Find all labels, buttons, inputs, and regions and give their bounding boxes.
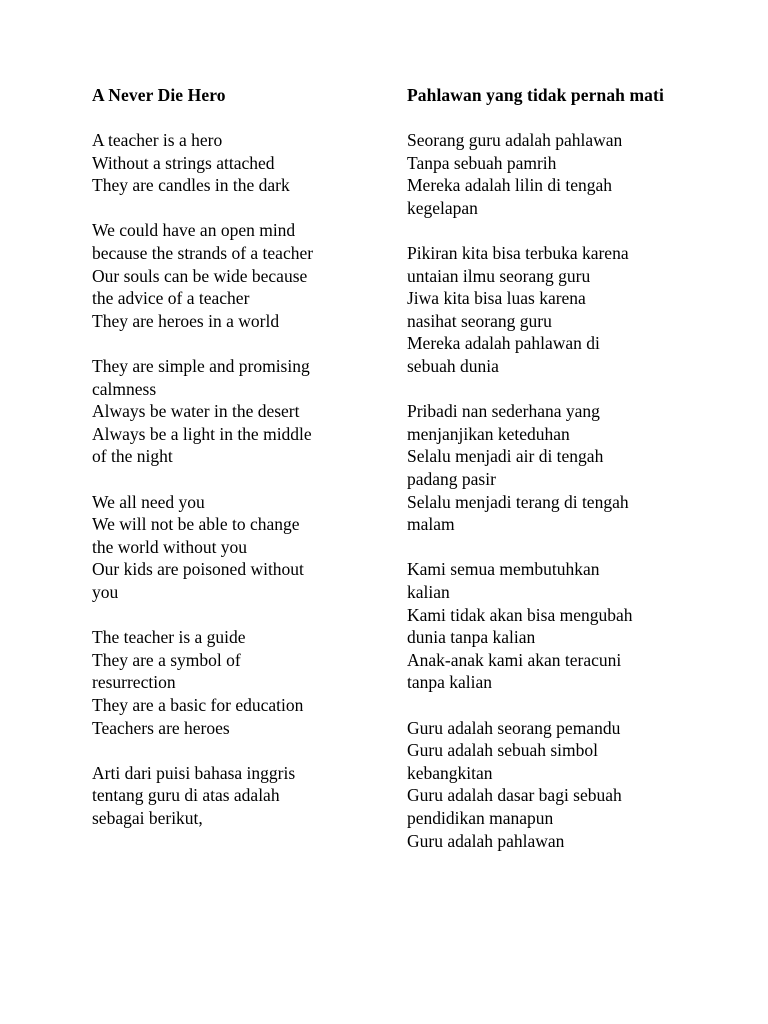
stanza-spacer [407, 378, 692, 401]
right-title-line-1: Pahlawan yang tidak pernah [407, 85, 626, 105]
poem-line: Teachers are heroes [92, 717, 230, 738]
poem-line: We will not be able to change [92, 514, 300, 535]
left-stanza-5 [92, 626, 389, 739]
poem-line: They are a symbol of [92, 649, 241, 670]
poem-line: Mereka adalah pahlawan di [407, 333, 600, 354]
poem-line: Pikiran kita bisa terbuka karena [407, 243, 629, 264]
poem-line: tentang guru di atas adalah [92, 785, 280, 806]
poem-line: Pribadi nan sederhana yang [407, 401, 600, 422]
poem-line: We could have an open mind [92, 220, 296, 241]
left-stanza-4 [92, 491, 389, 604]
poem-line: padang pasir [407, 469, 496, 489]
poem-line: Selalu menjadi air di tengah [407, 446, 604, 467]
left-poem-title [92, 84, 389, 107]
poem-line: untaian ilmu seorang guru [407, 265, 591, 286]
stanza-spacer [92, 739, 389, 762]
stanza-spacer [407, 219, 692, 242]
right-stanza-4 [407, 558, 692, 694]
poem-line: Guru adalah pahlawan [407, 830, 565, 851]
poem-line: Guru adalah seorang pemandu [407, 717, 621, 738]
stanza-spacer [92, 197, 389, 220]
poem-line: Always be a light in the middle [92, 423, 312, 444]
right-stanza-5 [407, 717, 692, 853]
poem-line: Mereka adalah lilin di tengah [407, 175, 613, 196]
poem-line: nasihat seorang guru [407, 310, 552, 331]
poem-line: the world without you [92, 536, 248, 557]
poem-line: Anak-anak kami akan teracuni [407, 649, 622, 670]
right-stanza-1 [407, 129, 692, 219]
poem-line: kegelapan [407, 197, 478, 218]
poem-line: Guru adalah dasar bagi sebuah [407, 785, 622, 806]
right-stanza-2 [407, 242, 692, 378]
right-stanza-3 [407, 400, 692, 536]
left-stanza-3 [92, 355, 389, 468]
poem-line: Tanpa sebuah pamrih [407, 152, 557, 173]
poem-line: the advice of a teacher [92, 288, 250, 309]
title-spacer [92, 107, 389, 130]
poem-line: menjanjikan keteduhan [407, 423, 570, 444]
poem-line: Always be water in the desert [92, 401, 300, 422]
poem-line: because the strands of a teacher [92, 243, 314, 264]
left-title-line-2: Hero [187, 85, 226, 105]
poem-line: The teacher is a guide [92, 627, 246, 648]
poem-line: They are candles in the dark [92, 175, 290, 196]
poem-line: Our souls can be wide because [92, 265, 308, 286]
left-note-paragraph [92, 762, 389, 830]
poem-line: kalian [407, 581, 450, 602]
stanza-spacer [92, 332, 389, 355]
right-column [407, 84, 692, 852]
poem-line: malam [407, 514, 455, 535]
poem-line: They are simple and promising [92, 356, 310, 377]
poem-line: sebuah dunia [407, 356, 499, 377]
poem-line: sebagai berikut, [92, 807, 203, 828]
poem-line: of the night [92, 446, 173, 467]
poem-line: tanpa kalian [407, 672, 493, 693]
poem-line: Kami semua membutuhkan [407, 559, 600, 580]
poem-line: They are a basic for education [92, 694, 304, 715]
stanza-spacer [92, 604, 389, 627]
stanza-spacer [407, 694, 692, 717]
title-spacer [407, 107, 692, 130]
left-stanza-2 [92, 219, 389, 332]
poem-line: dunia tanpa kalian [407, 627, 536, 648]
stanza-spacer [92, 468, 389, 491]
right-title-line-2: mati [629, 85, 664, 105]
poem-line: you [92, 581, 119, 602]
poem-line: resurrection [92, 672, 176, 693]
left-title-line-1: A Never Die [92, 85, 184, 105]
poem-line: Arti dari puisi bahasa inggris [92, 762, 296, 783]
poem-line: Selalu menjadi terang di tengah [407, 491, 629, 512]
poem-line: They are heroes in a world [92, 310, 280, 331]
poem-line: pendidikan manapun [407, 807, 554, 828]
two-column-layout [92, 84, 692, 852]
poem-line: Our kids are poisoned without [92, 559, 304, 580]
poem-line: A teacher is a hero [92, 130, 223, 151]
poem-line: We all need you [92, 491, 205, 512]
poem-line: Seorang guru adalah pahlawan [407, 130, 623, 151]
poem-line: calmness [92, 378, 157, 399]
left-stanza-1 [92, 129, 389, 197]
left-column [92, 84, 407, 830]
poem-line: Without a strings attached [92, 152, 275, 173]
right-poem-title [407, 84, 692, 107]
poem-line: Guru adalah sebuah simbol [407, 740, 598, 761]
poem-line: Jiwa kita bisa luas karena [407, 288, 586, 309]
stanza-spacer [407, 536, 692, 559]
poem-line: Kami tidak akan bisa mengubah [407, 604, 633, 625]
poem-line: kebangkitan [407, 762, 493, 783]
